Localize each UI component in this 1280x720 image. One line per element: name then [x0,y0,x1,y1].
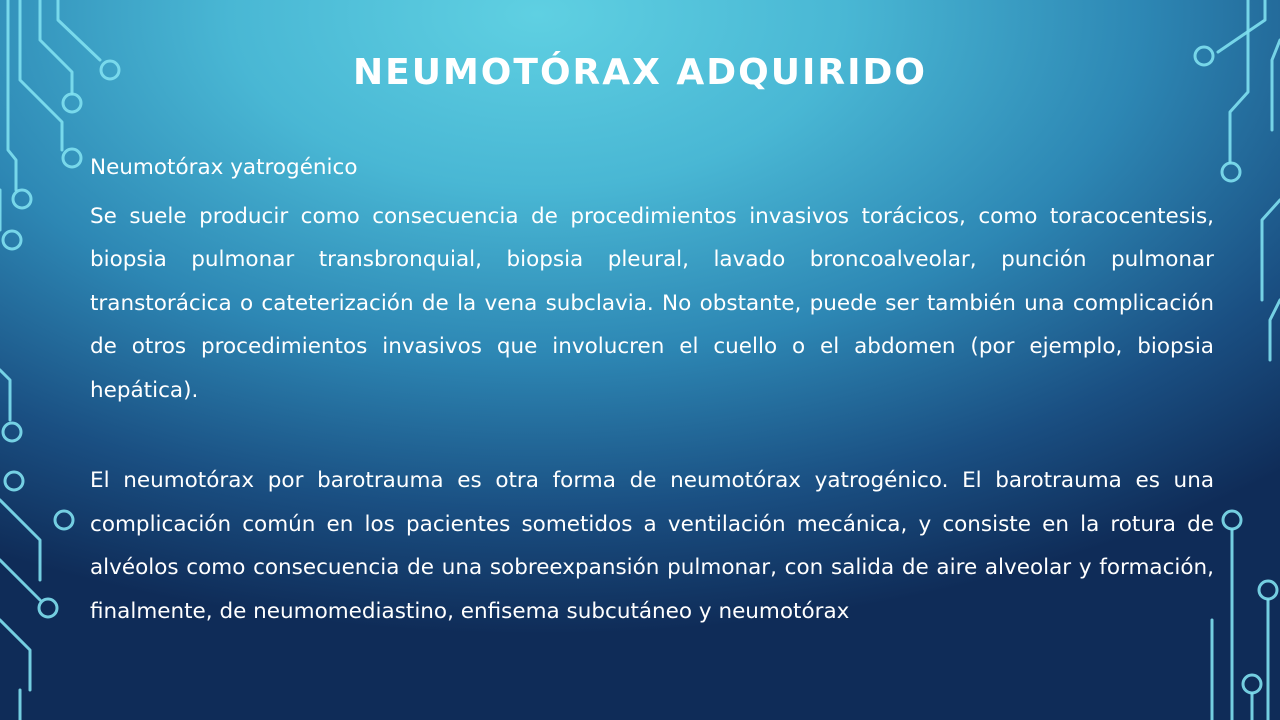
paragraph-iatrogenic: Se suele producir como consecuencia de procedimientos invasivos torácicos, como toracocentesis, biopsia pulmonar transbronquial, biopsia pleural, lavado broncoalveolar, punción pulmonar transtorácica o cateterización de la vena subclavia. No obstante, puede ser también una complicación de otros procedimientos invasivos que involucren el cuello o el abdomen (por ejemplo, biopsia hepática). [90,203,1214,403]
paragraph-barotrauma: El neumotórax por barotrauma es otra forma de neumotórax yatrogénico. El barotrauma es una complicación común en los pacientes sometidos a ventilación mecánica, y consiste en la rotura de alvéolos como consecuencia de una sobreexpansión pulmonar, con salida de aire alveolar y formación, finalmente, de neumomediastino, enfisema subcutáneo y neumotórax [90,468,1214,624]
slide-content [90,146,1214,633]
slide-title: NEUMOTÓRAX ADQUIRIDO [353,52,927,93]
slide-subtitle: Neumotórax yatrogénico [90,155,358,180]
